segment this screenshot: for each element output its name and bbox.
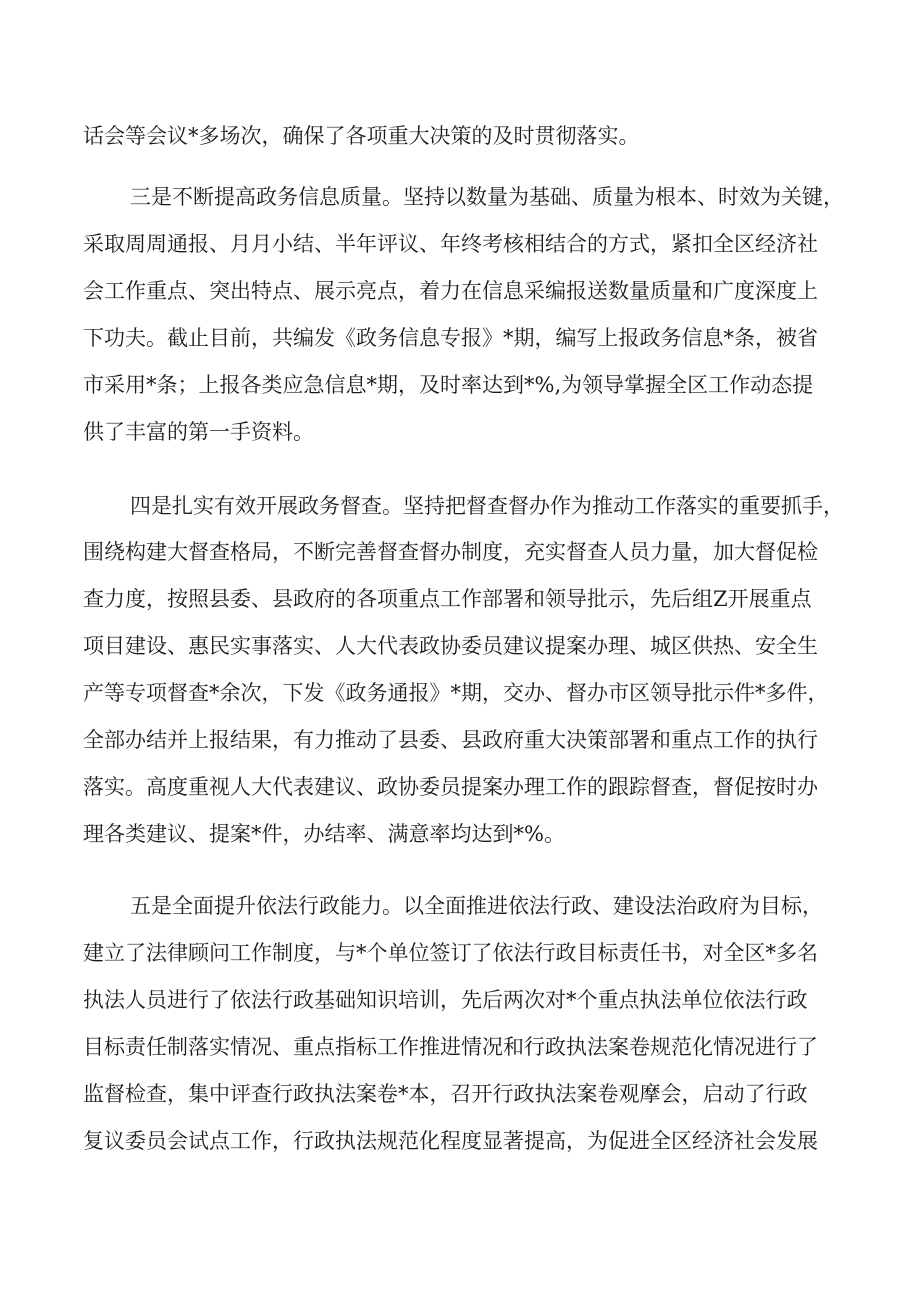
text-line: 市采用*条；上报各类应急信息*期，及时率达到*%,为领导掌握全区工作动态提 [83, 373, 814, 397]
text-line: 理各类建议、提案*件，办结率、满意率均达到*%。 [83, 822, 565, 846]
text-line: 围绕构建大督查格局，不断完善督查督办制度，充实督查人员力量，加大督促检 [83, 540, 818, 564]
text-line: 执法人员进行了依法行政基础知识培训，先后两次对*个重点执法单位依法行政 [83, 988, 808, 1012]
text-line: 下功夫。截止目前，共编发《政务信息专报》*期，编写上报政务信息*条，被省 [83, 326, 818, 350]
text-line: 采取周周通报、月月小结、半年评议、年终考核相结合的方式，紧扣全区经济社 [83, 232, 818, 256]
text-line: 复议委员会试点工作，行政执法规范化程度显著提高，为促进全区经济社会发展 [83, 1129, 818, 1153]
text-line: 建立了法律顾问工作制度，与*个单位签订了依法行政目标责任书，对全区*多名 [83, 941, 818, 965]
text-line: 全部办结并上报结果，有力推动了县委、县政府重大决策部署和重点工作的执行 [83, 728, 818, 752]
text-line: 话会等会议*多场次，确保了各项重大决策的及时贯彻落实。 [83, 124, 640, 148]
text-line: 四是扎实有效开展政务督查。坚持把督查督办作为推动工作落实的重要抓手， [130, 494, 844, 518]
text-line: 落实。高度重视人大代表建议、政协委员提案办理工作的跟踪督查，督促按时办 [83, 775, 818, 799]
text-line: 项目建设、惠民实事落实、人大代表政协委员建议提案办理、城区供热、安全生 [83, 634, 818, 658]
text-line: 查力度，按照县委、县政府的各项重点工作部署和领导批示，先后组Z开展重点 [83, 587, 812, 611]
text-line: 监督检查，集中评查行政执法案卷*本，召开行政执法案卷观摩会，启动了行政 [83, 1082, 808, 1106]
text-line: 产等专项督查*余次，下发《政务通报》*期，交办、督办市区领导批示件*多件， [83, 681, 829, 705]
text-line: 目标责任制落实情况、重点指标工作推进情况和行政执法案卷规范化情况进行了 [83, 1035, 818, 1059]
text-line: 会工作重点、突出特点、展示亮点，着力在信息采编报送数量质量和广度深度上 [83, 279, 818, 303]
text-line: 五是全面提升依法行政能力。以全面推进依法行政、建设法治政府为目标， [130, 894, 823, 918]
text-line: 三是不断提高政务信息质量。坚持以数量为基础、质量为根本、时效为关键， [130, 185, 844, 209]
text-line: 供了丰富的第一手资料。 [83, 420, 314, 444]
